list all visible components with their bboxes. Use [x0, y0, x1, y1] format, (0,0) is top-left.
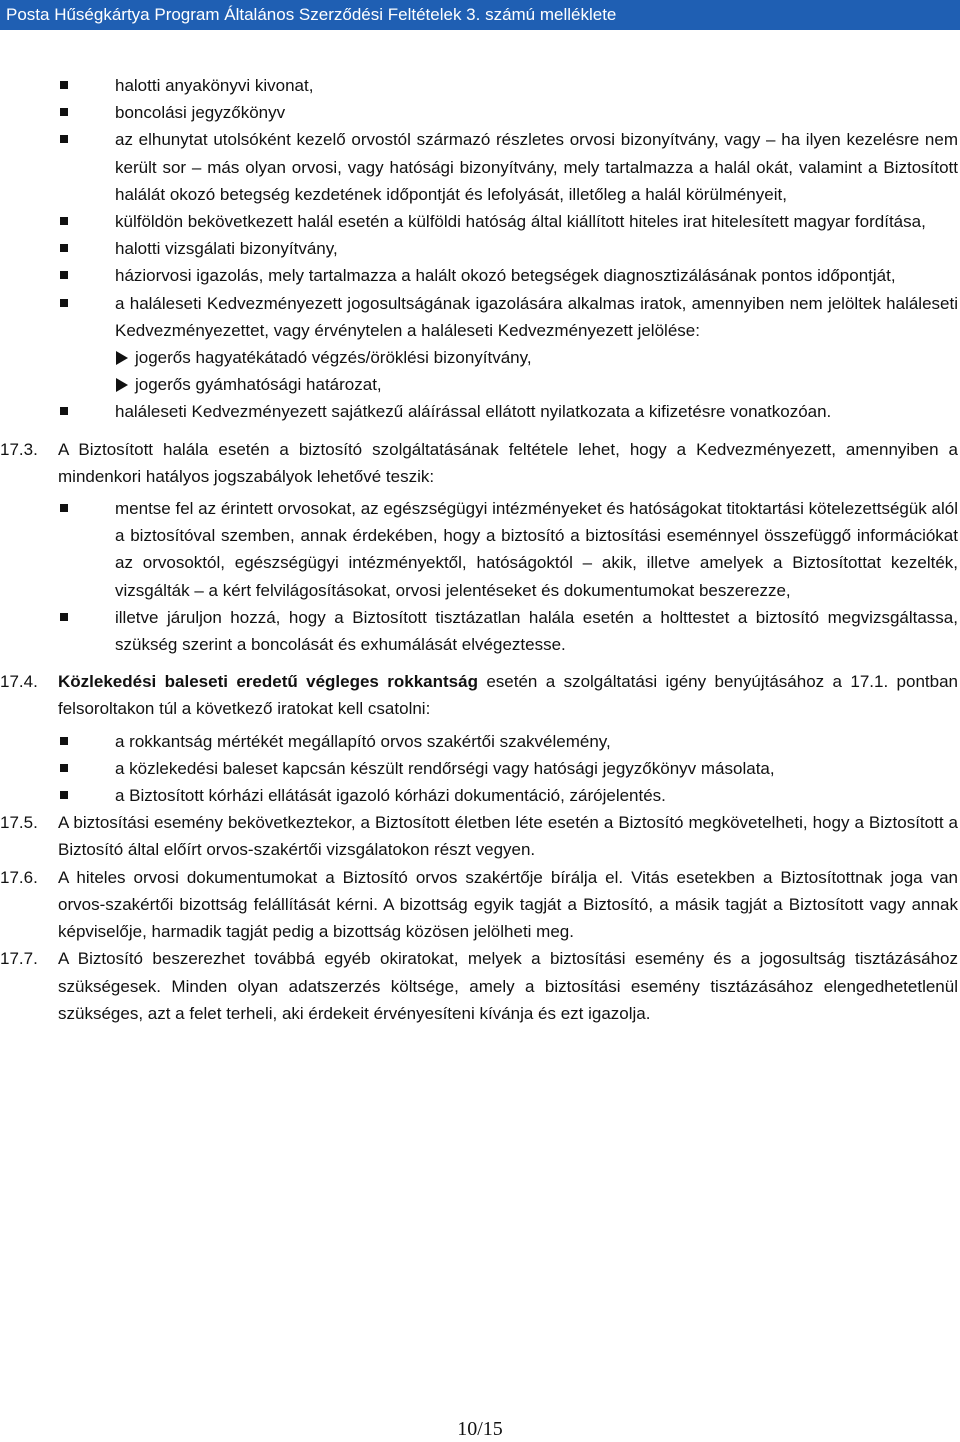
sub-list-item: jogerős gyámhatósági határozat,: [58, 371, 958, 398]
triangle-bullet-icon: [116, 378, 128, 392]
bullet-square-icon: [60, 299, 68, 307]
bullet-square-icon: [60, 764, 68, 772]
bullet-square-icon: [60, 407, 68, 415]
section-number: 17.3.: [0, 439, 38, 459]
list-item: haláleseti Kedvezményezett sajátkezű aláírással ellátott nyilatkozata a kifizetésre vonatkozóan.: [58, 398, 958, 425]
header-bar: [0, 0, 960, 30]
list-item: mentse fel az érintett orvosokat, az egészségügyi intézményeket és hatóságokat titoktartási kötelezettségük alól a biztosítóval szemben, annak érdekében, hogy a biztosító a biztosítási eseménnyel összefüggő információkat az orvosoktól, egészségügyi intézményektől, hatóságoktól – akik, illetve amelyek a Biztosítottat kezelték, vizsgálták – a kért felvilágosításokat, orvosi jelentéseket és dokumentumokat beszerezze,: [58, 495, 958, 604]
list-item: az elhunytat utolsóként kezelő orvostól származó részletes orvosi bizonyítvány, vagy – ha ilyen kezelésre nem került sor – más olyan orvosi, vagy hatósági bizonyítvány, mely tartalmazza a halál okát, valamint a Biztosított halálát okozó betegség kezdetének időpontját és lefolyását, illetőleg a halál körülményeit,: [58, 126, 958, 208]
list-item: a haláleseti Kedvezményezett jogosultságának igazolására alkalmas iratok, amennyiben nem jelöltek haláleseti Kedvezményezettet, vagy érvénytelen a haláleseti Kedvezményezett jelölése:: [58, 290, 958, 344]
section-text: A Biztosított halála esetén a biztosító szolgáltatásának feltétele lehet, hogy a Kedvezményezett, amennyiben a mindenkori hatályos jogszabályok lehetővé teszik:: [58, 439, 958, 486]
section-17-6: [0, 864, 958, 946]
list-item: boncolási jegyzőkönyv: [58, 99, 958, 126]
list-item: halotti anyakönyvi kivonat,: [58, 72, 958, 99]
triangle-bullet-icon: [116, 351, 128, 365]
section-bold-text: Közlekedési baleseti eredetű végleges rokkantság: [58, 672, 478, 692]
section-number: 17.5.: [0, 813, 38, 833]
bullet-square-icon: [60, 737, 68, 745]
list-item: halotti vizsgálati bizonyítvány,: [58, 235, 958, 262]
document-header-title: Posta Hűségkártya Program Általános Szerződési Feltételek 3. számú melléklete: [6, 5, 617, 24]
section-number: 17.6.: [0, 867, 38, 887]
section-17-5: [0, 809, 958, 863]
section-number: 17.4.: [0, 672, 38, 692]
bullet-square-icon: [60, 217, 68, 225]
bullet-square-icon: [60, 613, 68, 621]
bullet-square-icon: [60, 504, 68, 512]
section-17-3: [0, 436, 958, 490]
bullet-square-icon: [60, 135, 68, 143]
list-item: a Biztosított kórházi ellátását igazoló kórházi dokumentáció, zárójelentés.: [58, 782, 958, 809]
bullet-square-icon: [60, 271, 68, 279]
list-item: külföldön bekövetkezett halál esetén a külföldi hatóság által kiállított hiteles irat hitelesített magyar fordítása,: [58, 208, 958, 235]
bullet-square-icon: [60, 81, 68, 89]
list-item: a közlekedési baleset kapcsán készült rendőrségi vagy hatósági jegyzőkönyv másolata,: [58, 755, 958, 782]
bullet-square-icon: [60, 791, 68, 799]
sub-list-item: jogerős hagyatékátadó végzés/öröklési bizonyítvány,: [58, 344, 958, 371]
section-17-7: [0, 945, 958, 1027]
section-text: A Biztosító beszerezhet továbbá egyéb okiratokat, melyek a biztosítási esemény és a jogosultság tisztázásához szükségesek. Minden olyan adatszerzés költsége, amely a biztosítási esemény tisztázásához elengedhetetlenül szükséges, azt a felet terheli, aki érdekeit érvényesíteni kívánja és ezt igazolja.: [58, 949, 958, 1023]
bullet-square-icon: [60, 108, 68, 116]
page-number: 10/15: [457, 1418, 503, 1440]
section-number: 17.7.: [0, 949, 38, 969]
section-text: A hiteles orvosi dokumentumokat a Biztosító orvos szakértője bírálja el. Vitás esetekben a Biztosítottnak joga van orvos-szakértői bizottság felállítását kérni. A bizottság egyik tagját a Biztosító, a másik tagját a Biztosított vagy annak képviselője, harmadik tagját pedig a bizottság közösen jelölheti meg.: [58, 867, 958, 942]
bullet-square-icon: [60, 244, 68, 252]
section-text: A biztosítási esemény bekövetkeztekor, a Biztosított életben léte esetén a Biztosító megkövetelheti, hogy a Biztosított a Biztosító által előírt orvos-szakértői vizsgálatokon részt vegyen.: [58, 813, 958, 860]
list-item: a rokkantság mértékét megállapító orvos szakértői szakvélemény,: [58, 728, 958, 755]
list-item: illetve járuljon hozzá, hogy a Biztosított tisztázatlan halála esetén a holttestet a biztosító megvizsgáltassa, szükség szerint a boncolását és exhumálását elvégeztesse.: [58, 604, 958, 658]
section-17-4: [0, 668, 958, 722]
list-item: háziorvosi igazolás, mely tartalmazza a halált okozó betegségek diagnosztizálásának pontos időpontját,: [58, 262, 958, 289]
section-text: esetén a szolgáltatási igény benyújtásához a 17.1. pontban felsoroltakon túl a következő iratokat kell csatolni:: [58, 672, 958, 719]
document-body: [0, 72, 958, 1027]
